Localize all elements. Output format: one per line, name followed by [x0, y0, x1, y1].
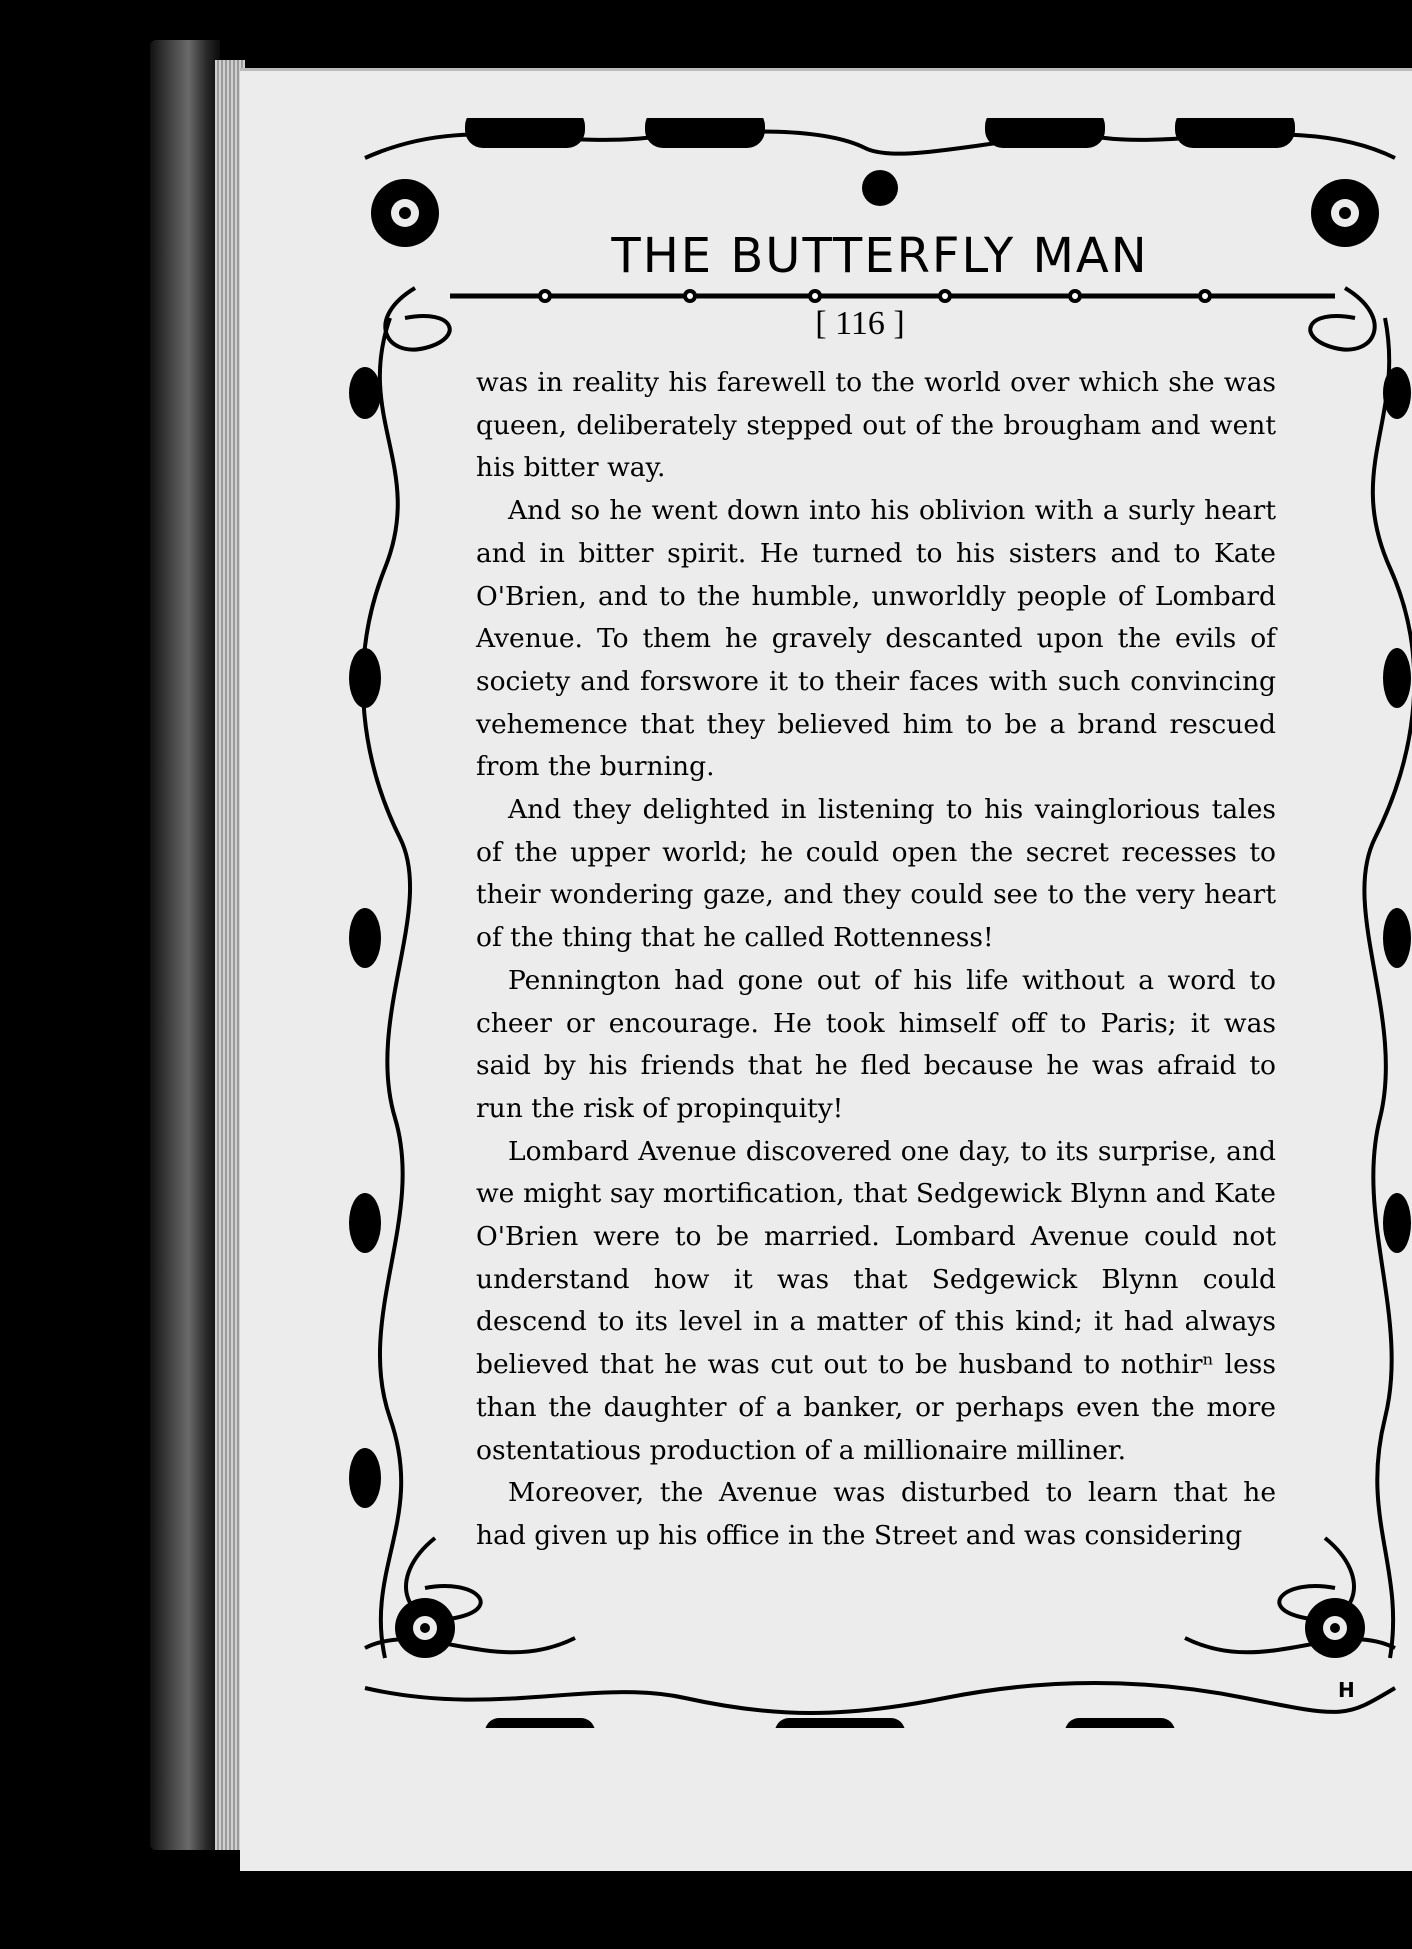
paragraph: And so he went down into his oblivion with a surly heart and in bitter spirit. He turned to his sisters and to Kate O'Brien, and to the humble, unworldly people of Lombard Avenue. To them he gravely descanted upon the evils of society and forswore it to their faces with such convincing vehemence that they believed him to be a brand rescued from the burning.	[476, 495, 1276, 783]
body-text	[476, 362, 1276, 1558]
paragraph: Moreover, the Avenue was disturbed to learn that he had given up his office in the Street and was considering	[476, 1477, 1276, 1551]
border-monogram: H	[1338, 1678, 1355, 1702]
paragraph: was in reality his farewell to the world over which she was queen, deliberately stepped out of the brougham and went his bitter way.	[476, 367, 1276, 484]
paragraph: Pennington had gone out of his life without a word to cheer or encourage. He took himself off to Paris; it was said by his friends that he fled because he was afraid to run the risk of propinquity!	[476, 964, 1276, 1124]
book-spine	[150, 40, 220, 1850]
paragraph: Lombard Avenue discovered one day, to its surprise, and we might say mortification, that Sedgewick Blynn and Kate O'Brien were to be married. Lombard Avenue could not understand how it was that Sedgewick Blynn could descend to its level in a matter of this kind; it had always believed that he was cut out to be husband to nothirⁿ less than the daughter of a banker, or perhaps even the more ostentatious production of a millionaire milliner.	[476, 1135, 1276, 1466]
paragraph: And they delighted in listening to his vainglorious tales of the upper world; he could open the secret recesses to their wondering gaze, and they could see to the very heart of the thing that he called Rottenness!	[476, 794, 1276, 954]
page-number: [ 116 ]	[815, 305, 905, 342]
running-head: THE BUTTERFLY MAN	[611, 228, 1149, 284]
